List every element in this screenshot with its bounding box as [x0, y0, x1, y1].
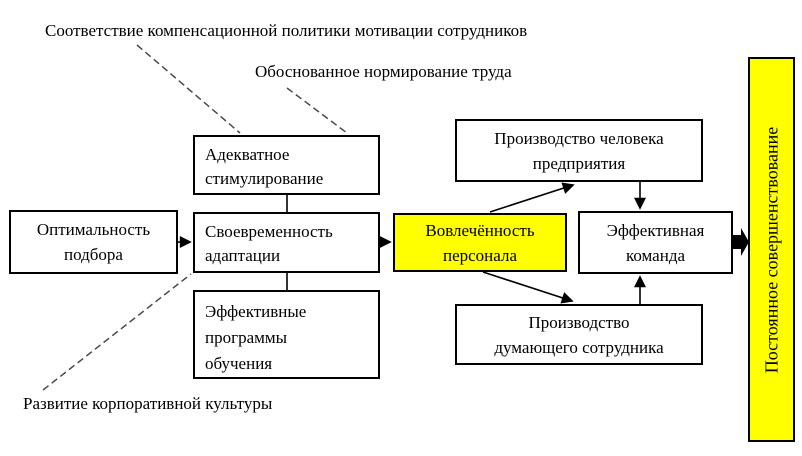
annotation-labor-rationing: Обоснованное нормирование труда	[255, 62, 512, 81]
box-programs-line3: обучения	[205, 354, 273, 373]
box-programs-line1: Эффективные	[205, 302, 307, 321]
annotation-corporate-culture: Развитие корпоративной культуры	[23, 394, 273, 413]
box-prod-thinking-line1: Производство	[528, 312, 630, 332]
bar-continuous-improvement	[748, 57, 795, 442]
box-optimal-selection	[9, 210, 178, 274]
box-timely-adaptation	[193, 212, 380, 273]
box-adequate-line2: стимулирование	[205, 169, 324, 188]
thick-arrow-team-to-improvement	[733, 228, 749, 256]
box-timely-line1: Своевременность	[205, 222, 333, 241]
dashed-link-rationing	[287, 88, 347, 133]
box-eff-team-line1: Эффективная	[606, 220, 705, 240]
box-staff-engagement	[393, 213, 567, 272]
box-production-thinking-employee	[455, 304, 703, 365]
dashed-link-compensation	[137, 45, 240, 133]
arrow-engagement-to-prod-person	[490, 185, 573, 212]
box-optimal-line1: Оптимальность	[36, 220, 151, 239]
box-optimal-line2: подбора	[64, 245, 123, 264]
arrow-engagement-to-prod-thinking	[483, 272, 572, 301]
box-eff-team-line2: команда	[625, 245, 686, 265]
dashed-link-culture	[43, 274, 191, 390]
box-timely-line2: адаптации	[205, 246, 281, 265]
annotation-compensation-policy: Соответствие компенсационной политики мотивации сотрудников	[45, 21, 528, 40]
bar-continuous-improvement-label: Постоянное совершенствование	[761, 126, 781, 373]
box-production-enterprise-person	[455, 119, 703, 182]
box-programs-line2: программы	[205, 328, 288, 347]
box-effective-training-programs	[193, 290, 380, 379]
box-prod-thinking-line2: думающего сотрудника	[494, 337, 664, 357]
box-effective-team	[578, 211, 733, 274]
box-prod-person-line2: предприятия	[532, 153, 626, 173]
box-prod-person-line1: Производство человека	[494, 128, 664, 148]
box-engagement-line1: Вовлечённость	[425, 220, 535, 240]
box-adequate-stimulation	[193, 135, 380, 195]
box-adequate-line1: Адекватное	[205, 145, 290, 164]
box-engagement-line2: персонала	[442, 245, 517, 265]
